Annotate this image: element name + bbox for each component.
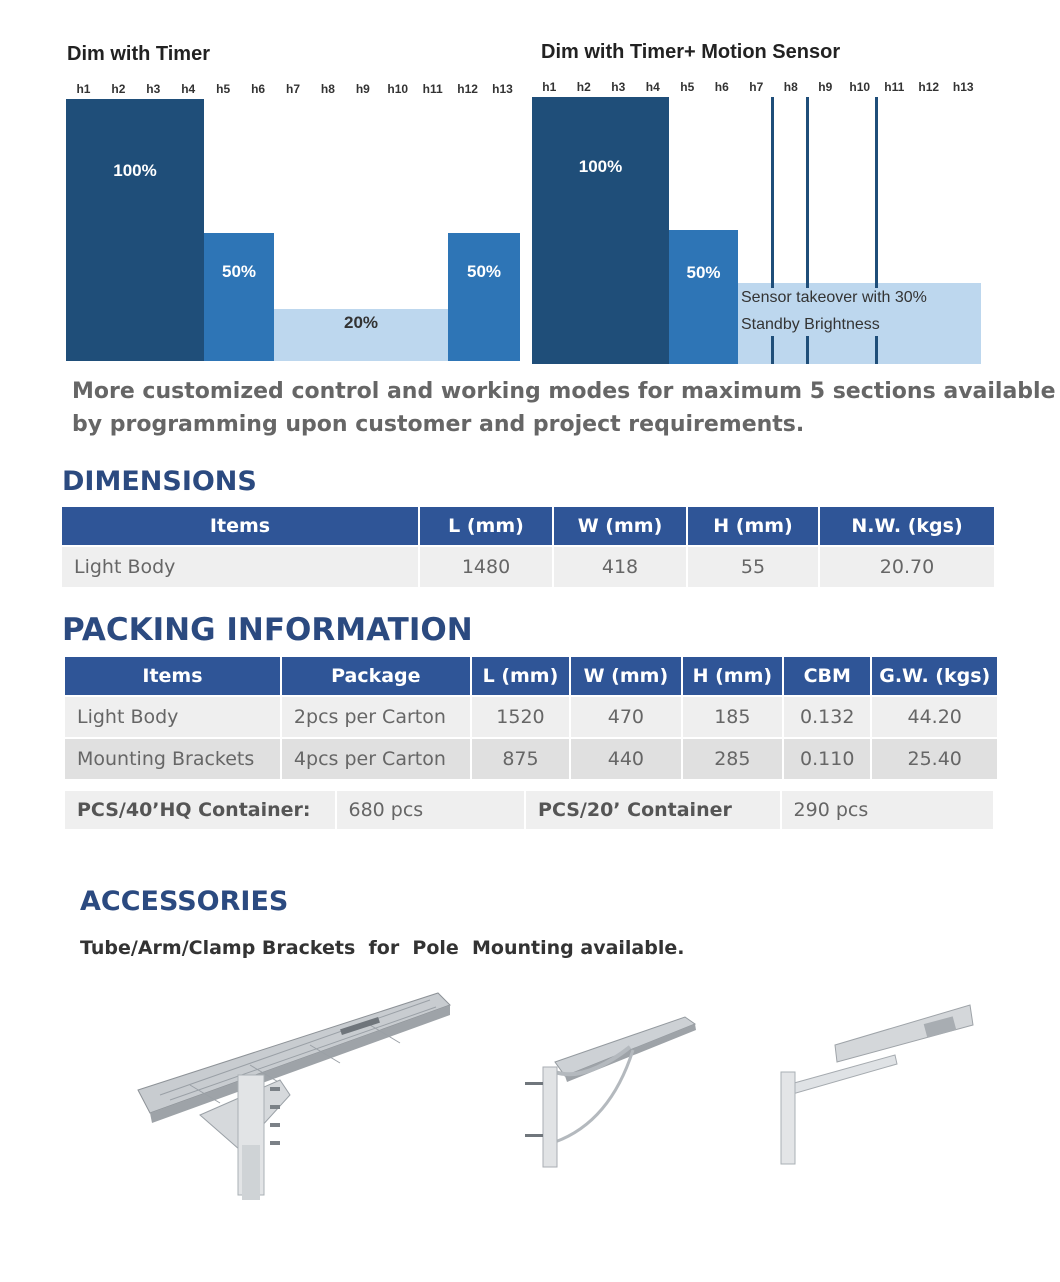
hour-label: h12 — [918, 80, 940, 94]
hour-label: h3 — [611, 80, 626, 94]
column-header: H (mm) — [683, 657, 782, 695]
note-line1: More customized control and working modes for maximum 5 sections available — [72, 379, 1056, 404]
table-cell: 440 — [571, 739, 680, 779]
hour-label: h8 — [320, 82, 335, 96]
column-header: H (mm) — [688, 507, 818, 545]
table-cell: Light Body — [65, 697, 280, 737]
column-header: Items — [65, 657, 280, 695]
bar-label: 100% — [113, 161, 157, 180]
table-row — [62, 547, 994, 587]
note-line2: by programming upon customer and project requirements. — [72, 412, 805, 437]
hour-label: h1 — [542, 80, 557, 94]
hour-label: h9 — [355, 82, 370, 96]
table-cell: 25.40 — [872, 739, 997, 779]
bar-label: 20% — [343, 313, 379, 332]
right-bar-100 — [532, 97, 669, 364]
right-hour-axis — [532, 80, 981, 94]
table-header-row — [62, 507, 994, 545]
column-header: CBM — [784, 657, 870, 695]
left-bar-50b — [448, 233, 520, 361]
arm-bracket-image — [515, 1012, 705, 1172]
table-cell: Mounting Brackets — [65, 739, 280, 779]
table-header-row — [65, 657, 997, 695]
container-std-value: 290 pcs — [782, 791, 993, 829]
sensor-label-line2: Standby Brightness — [741, 316, 880, 333]
hour-label: h6 — [251, 82, 266, 96]
hour-label: h4 — [181, 82, 196, 96]
packing-table — [63, 655, 999, 781]
table-cell: 4pcs per Carton — [282, 739, 470, 779]
left-bar-50a — [204, 233, 274, 361]
table-cell: 55 — [688, 547, 818, 587]
hour-label: h10 — [387, 82, 409, 96]
hour-label: h13 — [952, 80, 974, 94]
hour-label: h11 — [884, 80, 905, 94]
hour-label: h4 — [645, 80, 660, 94]
table-cell: 470 — [571, 697, 680, 737]
bar-label: 50% — [221, 262, 257, 281]
hour-label: h7 — [285, 82, 300, 96]
table-cell: 185 — [683, 697, 782, 737]
table-cell: 1480 — [420, 547, 552, 587]
left-bar-20 — [274, 309, 448, 361]
hour-label: h9 — [818, 80, 833, 94]
hour-label: h8 — [783, 80, 798, 94]
hour-label: h10 — [849, 80, 871, 94]
column-header: W (mm) — [571, 657, 680, 695]
hour-label: h11 — [422, 82, 443, 96]
table-cell: 2pcs per Carton — [282, 697, 470, 737]
table-cell: 0.132 — [784, 697, 870, 737]
tube-bracket-image — [130, 985, 460, 1200]
dimensions-title: DIMENSIONS — [62, 466, 257, 497]
table-cell: 44.20 — [872, 697, 997, 737]
column-header: L (mm) — [420, 507, 552, 545]
table-cell: 0.110 — [784, 739, 870, 779]
left-hour-axis — [66, 82, 520, 96]
column-header: N.W. (kgs) — [820, 507, 994, 545]
hour-label: h2 — [111, 82, 126, 96]
table-cell: 418 — [554, 547, 686, 587]
accessories-text: Tube/Arm/Clamp Brackets for Pole Mounting available. — [80, 937, 685, 959]
hour-label: h13 — [492, 82, 513, 96]
table-cell: 285 — [683, 739, 782, 779]
right-chart-title: Dim with Timer+ Motion Sensor — [541, 41, 841, 63]
table-row — [65, 697, 997, 737]
column-header: G.W. (kgs) — [872, 657, 997, 695]
container-hq-label: PCS/40’HQ Container: — [65, 791, 335, 829]
dimensions-table — [60, 505, 996, 589]
column-header: L (mm) — [472, 657, 569, 695]
hour-label: h1 — [76, 82, 91, 96]
container-table — [63, 789, 995, 831]
left-bar-100 — [66, 99, 204, 361]
container-std-label: PCS/20’ Container — [526, 791, 780, 829]
hour-label: h6 — [714, 80, 729, 94]
table-cell: 20.70 — [820, 547, 994, 587]
column-header: W (mm) — [554, 507, 686, 545]
accessories-title: ACCESSORIES — [80, 886, 289, 917]
table-cell: Light Body — [62, 547, 418, 587]
table-row — [65, 791, 993, 829]
table-row — [65, 739, 997, 779]
container-hq-value: 680 pcs — [337, 791, 525, 829]
table-cell: 1520 — [472, 697, 569, 737]
hour-label: h3 — [146, 82, 161, 96]
table-cell: 875 — [472, 739, 569, 779]
right-bar-50 — [669, 230, 738, 364]
bar-label: 100% — [578, 157, 623, 176]
bar-label: 50% — [466, 262, 502, 281]
column-header: Package — [282, 657, 470, 695]
hour-label: h5 — [680, 80, 695, 94]
bar-label: 50% — [686, 263, 721, 282]
packing-title: PACKING INFORMATION — [62, 612, 473, 648]
hour-label: h12 — [457, 82, 478, 96]
hour-label: h5 — [216, 82, 231, 96]
left-chart-title: Dim with Timer — [67, 43, 210, 65]
hour-label: h7 — [749, 80, 764, 94]
sensor-label-line1: Sensor takeover with 30% — [741, 289, 927, 306]
clamp-bracket-image — [775, 1000, 980, 1170]
hour-label: h2 — [576, 80, 591, 94]
column-header: Items — [62, 507, 418, 545]
